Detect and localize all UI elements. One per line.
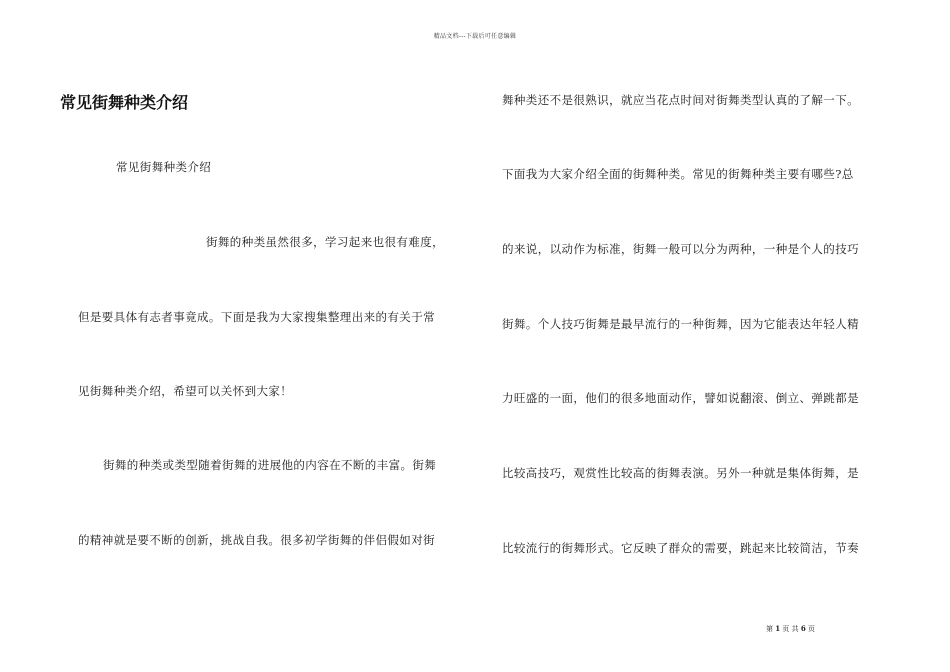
footer-prefix: 第: [766, 625, 773, 633]
paragraph-line: 下面我为大家介绍全面的街舞种类。常见的街舞种类主要有哪些?总: [502, 167, 854, 181]
paragraph-line: 常见街舞种类介绍: [116, 160, 212, 174]
footer-page-number: 1: [775, 624, 781, 633]
document-title: 常见街舞种类介绍: [60, 93, 189, 112]
paragraph-line: 的来说，以动作为标准，街舞一般可以分为两种，一种是个人的技巧: [502, 242, 859, 256]
paragraph-line: 的精神就是要不断的创新，挑战自我。很多初学街舞的伴侣假如对街: [78, 533, 435, 547]
paragraph-line: 比较流行的街舞形式。它反映了群众的需要，跳起来比较简洁，节奏: [502, 541, 859, 555]
paragraph-line: 力旺盛的一面，他们的很多地面动作，譬如说翻滚、倒立、弹跳都是: [502, 391, 859, 405]
footer-total-pages: 6: [800, 624, 806, 633]
paragraph-line: 见街舞种类介绍，希望可以关怀到大家！: [78, 384, 293, 398]
page-header: 精品文档---下载后可任意编辑: [433, 33, 517, 40]
paragraph-line: 街舞的种类或类型随着街舞的进展他的内容在不断的丰富。街舞: [103, 458, 437, 472]
paragraph-line: 比较高技巧，观赏性比较高的街舞表演。另外一种就是集体街舞，是: [502, 466, 859, 480]
footer-middle: 页 共: [782, 625, 799, 633]
paragraph-line: 街舞。个人技巧街舞是最早流行的一种街舞，因为它能表达年轻人精: [502, 317, 859, 331]
paragraph-line: 街舞的种类虽然很多，学习起来也很有难度，: [206, 235, 444, 249]
paragraph-line: 舞种类还不是很熟识，就应当花点时间对街舞类型认真的了解一下。: [502, 93, 859, 107]
paragraph-line: 但是要具体有志者事竟成。下面是我为大家搜集整理出来的有关于常: [78, 310, 435, 324]
page-footer: [766, 624, 815, 634]
footer-suffix: 页: [807, 625, 815, 633]
